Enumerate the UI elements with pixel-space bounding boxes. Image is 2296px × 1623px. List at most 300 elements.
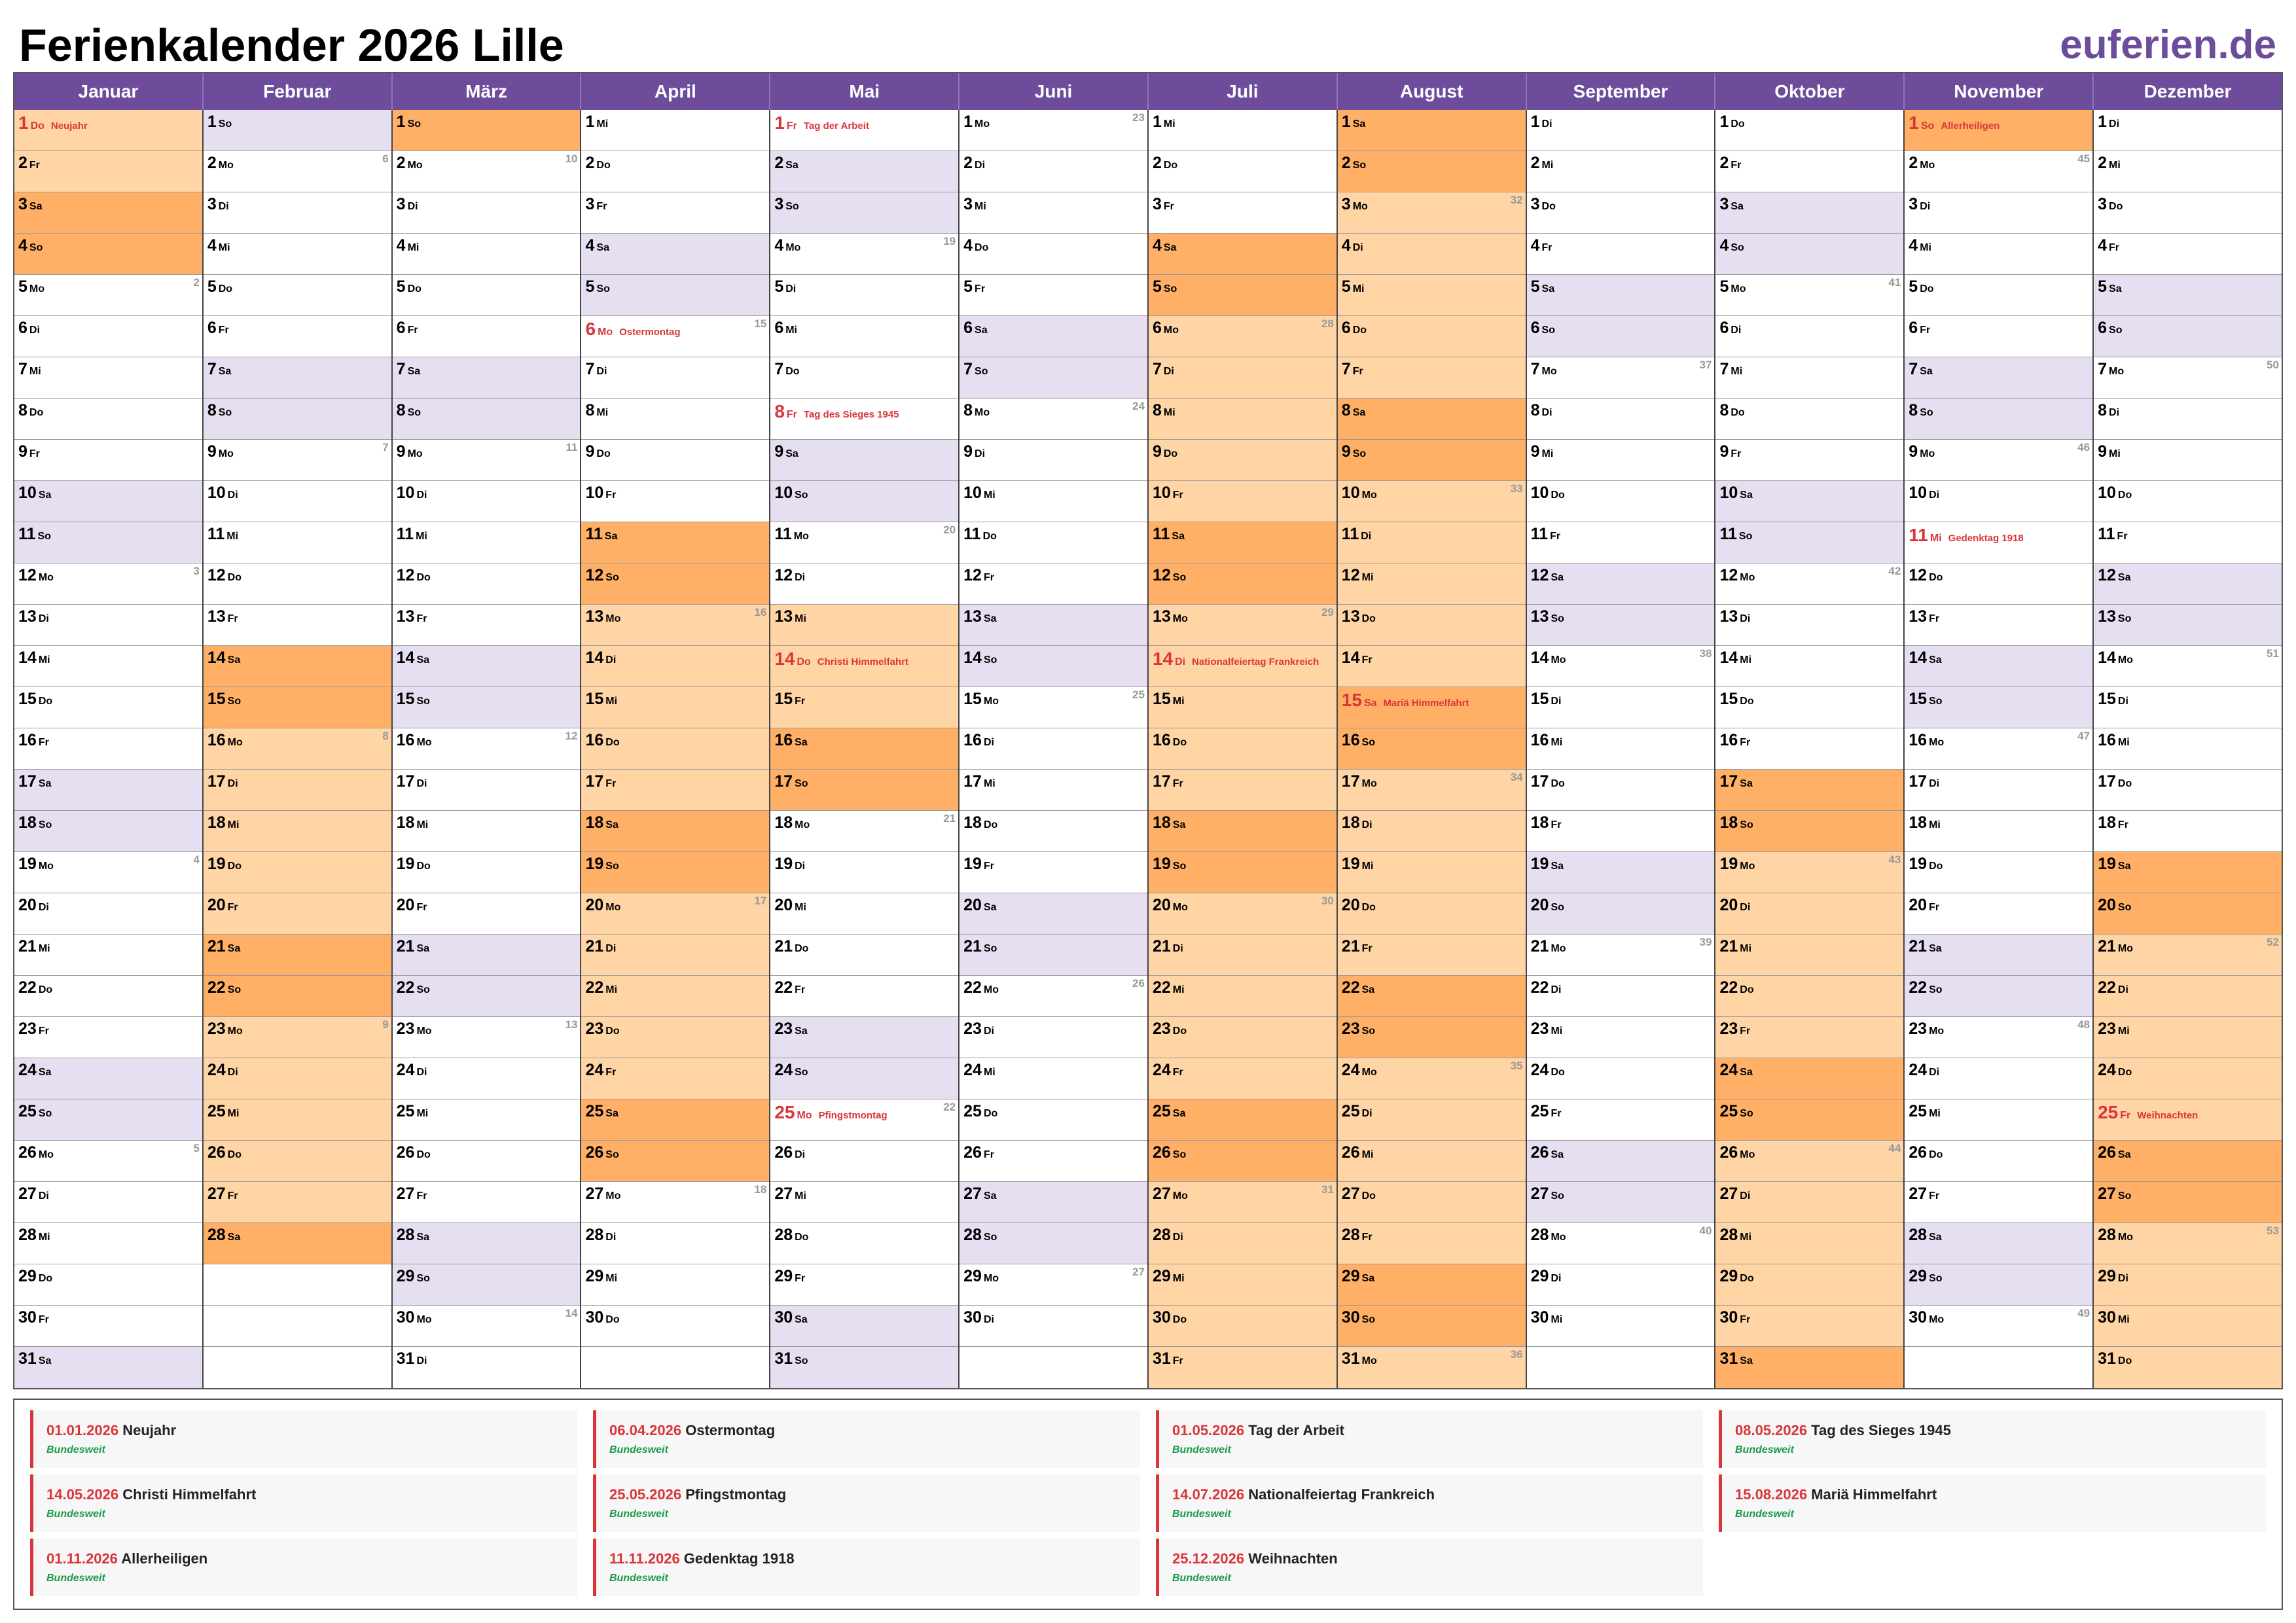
day-cell[interactable] (770, 522, 958, 563)
day-cell[interactable] (2094, 522, 2282, 563)
day-cell[interactable] (960, 1017, 1147, 1058)
day-cell[interactable] (1905, 687, 2092, 728)
day-cell[interactable] (581, 399, 769, 440)
day-cell[interactable] (960, 935, 1147, 976)
day-cell[interactable] (960, 852, 1147, 893)
day-cell[interactable] (2094, 770, 2282, 811)
day-cell[interactable] (2094, 893, 2282, 935)
day-cell[interactable] (1527, 275, 1715, 316)
day-cell[interactable] (204, 935, 391, 976)
day-cell[interactable] (1338, 646, 1526, 687)
day-cell[interactable] (1338, 935, 1526, 976)
day-cell[interactable] (1527, 976, 1715, 1017)
day-cell[interactable] (393, 1141, 581, 1182)
day-cell[interactable] (1338, 1017, 1526, 1058)
day-cell[interactable] (770, 1264, 958, 1306)
day-cell[interactable] (1905, 728, 2092, 770)
day-cell[interactable] (2094, 1223, 2282, 1264)
day-cell[interactable] (204, 1058, 391, 1099)
day-cell[interactable] (770, 1017, 958, 1058)
day-cell[interactable] (770, 811, 958, 852)
day-cell[interactable] (14, 151, 202, 192)
day-cell[interactable] (2094, 481, 2282, 522)
day-cell[interactable] (770, 440, 958, 481)
day-cell[interactable] (1338, 110, 1526, 151)
day-cell[interactable] (1149, 1347, 1336, 1388)
day-cell[interactable] (2094, 1182, 2282, 1223)
day-cell[interactable] (1338, 1264, 1526, 1306)
day-cell[interactable] (1715, 646, 1903, 687)
day-cell[interactable] (1527, 646, 1715, 687)
day-cell[interactable] (14, 893, 202, 935)
day-cell[interactable] (1527, 811, 1715, 852)
day-cell[interactable] (1715, 1347, 1903, 1388)
day-cell[interactable] (393, 770, 581, 811)
day-cell[interactable] (14, 1099, 202, 1141)
day-cell[interactable] (14, 605, 202, 646)
day-cell[interactable] (14, 522, 202, 563)
day-cell[interactable] (770, 399, 958, 440)
day-cell[interactable] (204, 976, 391, 1017)
day-cell[interactable] (2094, 151, 2282, 192)
day-cell[interactable] (393, 646, 581, 687)
day-cell[interactable] (393, 399, 581, 440)
day-cell[interactable] (2094, 275, 2282, 316)
day-cell[interactable] (1527, 563, 1715, 605)
day-cell[interactable] (1905, 605, 2092, 646)
day-cell[interactable] (960, 687, 1147, 728)
day-cell[interactable] (1149, 893, 1336, 935)
day-cell[interactable] (1715, 192, 1903, 234)
day-cell[interactable] (2094, 687, 2282, 728)
day-cell[interactable] (1338, 1099, 1526, 1141)
day-cell[interactable] (1715, 1017, 1903, 1058)
day-cell[interactable] (581, 481, 769, 522)
day-cell[interactable] (960, 563, 1147, 605)
brand-logo[interactable]: euferien.de (2060, 22, 2276, 67)
day-cell[interactable] (1338, 852, 1526, 893)
day-cell[interactable] (1338, 316, 1526, 357)
day-cell[interactable] (1149, 1141, 1336, 1182)
day-cell[interactable] (2094, 1058, 2282, 1099)
day-cell[interactable] (393, 1058, 581, 1099)
day-cell[interactable] (14, 687, 202, 728)
day-cell[interactable] (2094, 1017, 2282, 1058)
day-cell[interactable] (960, 770, 1147, 811)
day-cell[interactable] (1527, 728, 1715, 770)
day-cell[interactable] (393, 1099, 581, 1141)
day-cell[interactable] (1149, 357, 1336, 399)
day-cell[interactable] (581, 893, 769, 935)
day-cell[interactable] (960, 646, 1147, 687)
day-cell[interactable] (2094, 605, 2282, 646)
day-cell[interactable] (581, 192, 769, 234)
day-cell[interactable] (581, 852, 769, 893)
day-cell[interactable] (393, 728, 581, 770)
day-cell[interactable] (204, 275, 391, 316)
day-cell[interactable] (1527, 1017, 1715, 1058)
day-cell[interactable] (204, 522, 391, 563)
day-cell[interactable] (1715, 1223, 1903, 1264)
day-cell[interactable] (204, 316, 391, 357)
day-cell[interactable] (14, 811, 202, 852)
day-cell[interactable] (1905, 399, 2092, 440)
day-cell[interactable] (1905, 1099, 2092, 1141)
day-cell[interactable] (204, 440, 391, 481)
day-cell[interactable] (1338, 976, 1526, 1017)
day-cell[interactable] (581, 316, 769, 357)
day-cell[interactable] (581, 811, 769, 852)
day-cell[interactable] (393, 605, 581, 646)
day-cell[interactable] (14, 440, 202, 481)
day-cell[interactable] (1527, 893, 1715, 935)
day-cell[interactable] (1338, 1058, 1526, 1099)
day-cell[interactable] (204, 192, 391, 234)
day-cell[interactable] (1149, 316, 1336, 357)
day-cell[interactable] (14, 1347, 202, 1388)
day-cell[interactable] (960, 316, 1147, 357)
day-cell[interactable] (1527, 316, 1715, 357)
day-cell[interactable] (581, 563, 769, 605)
day-cell[interactable] (1149, 399, 1336, 440)
day-cell[interactable] (1338, 893, 1526, 935)
day-cell[interactable] (204, 646, 391, 687)
day-cell[interactable] (204, 1141, 391, 1182)
day-cell[interactable] (2094, 1099, 2282, 1141)
day-cell[interactable] (1715, 1264, 1903, 1306)
day-cell[interactable] (1905, 976, 2092, 1017)
day-cell[interactable] (581, 646, 769, 687)
day-cell[interactable] (581, 605, 769, 646)
day-cell[interactable] (1715, 770, 1903, 811)
day-cell[interactable] (1338, 234, 1526, 275)
day-cell[interactable] (1715, 605, 1903, 646)
day-cell[interactable] (1149, 1017, 1336, 1058)
day-cell[interactable] (1338, 563, 1526, 605)
day-cell[interactable] (393, 151, 581, 192)
day-cell[interactable] (1338, 1306, 1526, 1347)
day-cell[interactable] (1715, 1099, 1903, 1141)
day-cell[interactable] (1905, 1182, 2092, 1223)
day-cell[interactable] (581, 1141, 769, 1182)
day-cell[interactable] (960, 811, 1147, 852)
day-cell[interactable] (1527, 192, 1715, 234)
day-cell[interactable] (1905, 522, 2092, 563)
day-cell[interactable] (1527, 687, 1715, 728)
day-cell[interactable] (1715, 1058, 1903, 1099)
day-cell[interactable] (204, 811, 391, 852)
day-cell[interactable] (1149, 1182, 1336, 1223)
day-cell[interactable] (1149, 770, 1336, 811)
day-cell[interactable] (393, 852, 581, 893)
day-cell[interactable] (14, 316, 202, 357)
day-cell[interactable] (1149, 605, 1336, 646)
day-cell[interactable] (2094, 1347, 2282, 1388)
day-cell[interactable] (1905, 1306, 2092, 1347)
day-cell[interactable] (1338, 1182, 1526, 1223)
day-cell[interactable] (14, 481, 202, 522)
day-cell[interactable] (14, 275, 202, 316)
day-cell[interactable] (393, 811, 581, 852)
day-cell[interactable] (393, 1223, 581, 1264)
day-cell[interactable] (393, 316, 581, 357)
day-cell[interactable] (204, 728, 391, 770)
day-cell[interactable] (1149, 1099, 1336, 1141)
day-cell[interactable] (1149, 935, 1336, 976)
day-cell[interactable] (1905, 893, 2092, 935)
day-cell[interactable] (2094, 728, 2282, 770)
day-cell[interactable] (1905, 357, 2092, 399)
day-cell[interactable] (581, 976, 769, 1017)
day-cell[interactable] (1338, 275, 1526, 316)
day-cell[interactable] (393, 935, 581, 976)
day-cell[interactable] (1715, 522, 1903, 563)
day-cell[interactable] (960, 151, 1147, 192)
day-cell[interactable] (393, 563, 581, 605)
day-cell[interactable] (14, 976, 202, 1017)
day-cell[interactable] (960, 275, 1147, 316)
day-cell[interactable] (2094, 399, 2282, 440)
day-cell[interactable] (1905, 1141, 2092, 1182)
day-cell[interactable] (1715, 481, 1903, 522)
day-cell[interactable] (1149, 110, 1336, 151)
day-cell[interactable] (1715, 811, 1903, 852)
day-cell[interactable] (393, 357, 581, 399)
day-cell[interactable] (2094, 646, 2282, 687)
day-cell[interactable] (1527, 481, 1715, 522)
day-cell[interactable] (1715, 316, 1903, 357)
day-cell[interactable] (770, 234, 958, 275)
day-cell[interactable] (1149, 440, 1336, 481)
day-cell[interactable] (960, 440, 1147, 481)
day-cell[interactable] (581, 1099, 769, 1141)
day-cell[interactable] (770, 646, 958, 687)
day-cell[interactable] (770, 1347, 958, 1388)
day-cell[interactable] (770, 1223, 958, 1264)
day-cell[interactable] (960, 976, 1147, 1017)
day-cell[interactable] (1527, 522, 1715, 563)
day-cell[interactable] (14, 1017, 202, 1058)
day-cell[interactable] (1905, 1058, 2092, 1099)
day-cell[interactable] (1905, 770, 2092, 811)
day-cell[interactable] (1149, 563, 1336, 605)
day-cell[interactable] (581, 1223, 769, 1264)
day-cell[interactable] (1905, 234, 2092, 275)
day-cell[interactable] (1338, 357, 1526, 399)
day-cell[interactable] (393, 893, 581, 935)
day-cell[interactable] (770, 1141, 958, 1182)
day-cell[interactable] (1338, 399, 1526, 440)
day-cell[interactable] (770, 893, 958, 935)
day-cell[interactable] (770, 1306, 958, 1347)
day-cell[interactable] (1527, 399, 1715, 440)
day-cell[interactable] (1905, 811, 2092, 852)
day-cell[interactable] (581, 1264, 769, 1306)
day-cell[interactable] (581, 110, 769, 151)
day-cell[interactable] (2094, 935, 2282, 976)
day-cell[interactable] (1527, 357, 1715, 399)
day-cell[interactable] (2094, 811, 2282, 852)
day-cell[interactable] (770, 481, 958, 522)
day-cell[interactable] (1715, 1306, 1903, 1347)
day-cell[interactable] (581, 275, 769, 316)
day-cell[interactable] (770, 687, 958, 728)
day-cell[interactable] (1338, 151, 1526, 192)
day-cell[interactable] (1715, 275, 1903, 316)
day-cell[interactable] (1149, 192, 1336, 234)
day-cell[interactable] (1715, 687, 1903, 728)
day-cell[interactable] (393, 481, 581, 522)
day-cell[interactable] (2094, 192, 2282, 234)
day-cell[interactable] (14, 234, 202, 275)
day-cell[interactable] (770, 110, 958, 151)
day-cell[interactable] (2094, 316, 2282, 357)
day-cell[interactable] (393, 1264, 581, 1306)
day-cell[interactable] (1715, 852, 1903, 893)
day-cell[interactable] (581, 357, 769, 399)
day-cell[interactable] (393, 1182, 581, 1223)
day-cell[interactable] (1527, 1306, 1715, 1347)
day-cell[interactable] (581, 522, 769, 563)
day-cell[interactable] (770, 192, 958, 234)
day-cell[interactable] (1527, 110, 1715, 151)
day-cell[interactable] (1338, 522, 1526, 563)
day-cell[interactable] (14, 357, 202, 399)
day-cell[interactable] (581, 687, 769, 728)
day-cell[interactable] (204, 1017, 391, 1058)
day-cell[interactable] (960, 1099, 1147, 1141)
day-cell[interactable] (770, 357, 958, 399)
day-cell[interactable] (960, 110, 1147, 151)
day-cell[interactable] (1715, 234, 1903, 275)
day-cell[interactable] (393, 976, 581, 1017)
day-cell[interactable] (1149, 522, 1336, 563)
day-cell[interactable] (1338, 192, 1526, 234)
day-cell[interactable] (1149, 1264, 1336, 1306)
day-cell[interactable] (770, 935, 958, 976)
day-cell[interactable] (960, 399, 1147, 440)
day-cell[interactable] (960, 1182, 1147, 1223)
day-cell[interactable] (1715, 728, 1903, 770)
day-cell[interactable] (1338, 1141, 1526, 1182)
day-cell[interactable] (770, 1099, 958, 1141)
day-cell[interactable] (1149, 811, 1336, 852)
day-cell[interactable] (14, 935, 202, 976)
day-cell[interactable] (1149, 1058, 1336, 1099)
day-cell[interactable] (1905, 563, 2092, 605)
day-cell[interactable] (204, 399, 391, 440)
day-cell[interactable] (960, 893, 1147, 935)
day-cell[interactable] (1527, 1182, 1715, 1223)
day-cell[interactable] (2094, 110, 2282, 151)
day-cell[interactable] (770, 770, 958, 811)
day-cell[interactable] (1715, 1182, 1903, 1223)
day-cell[interactable] (14, 399, 202, 440)
day-cell[interactable] (14, 1182, 202, 1223)
day-cell[interactable] (1149, 646, 1336, 687)
day-cell[interactable] (1527, 1058, 1715, 1099)
day-cell[interactable] (204, 1182, 391, 1223)
day-cell[interactable] (393, 192, 581, 234)
day-cell[interactable] (960, 1223, 1147, 1264)
day-cell[interactable] (581, 935, 769, 976)
day-cell[interactable] (1527, 1141, 1715, 1182)
day-cell[interactable] (1338, 728, 1526, 770)
day-cell[interactable] (960, 481, 1147, 522)
day-cell[interactable] (770, 1182, 958, 1223)
day-cell[interactable] (1905, 1017, 2092, 1058)
day-cell[interactable] (581, 1017, 769, 1058)
day-cell[interactable] (14, 852, 202, 893)
day-cell[interactable] (960, 1306, 1147, 1347)
day-cell[interactable] (1527, 852, 1715, 893)
day-cell[interactable] (2094, 234, 2282, 275)
day-cell[interactable] (960, 605, 1147, 646)
day-cell[interactable] (14, 110, 202, 151)
day-cell[interactable] (1149, 234, 1336, 275)
day-cell[interactable] (770, 275, 958, 316)
day-cell[interactable] (1338, 1223, 1526, 1264)
day-cell[interactable] (1527, 605, 1715, 646)
day-cell[interactable] (14, 563, 202, 605)
day-cell[interactable] (1905, 151, 2092, 192)
day-cell[interactable] (204, 110, 391, 151)
day-cell[interactable] (770, 1058, 958, 1099)
day-cell[interactable] (1338, 481, 1526, 522)
day-cell[interactable] (1715, 399, 1903, 440)
day-cell[interactable] (1715, 976, 1903, 1017)
day-cell[interactable] (1527, 1099, 1715, 1141)
day-cell[interactable] (581, 728, 769, 770)
day-cell[interactable] (1905, 1264, 2092, 1306)
day-cell[interactable] (393, 1017, 581, 1058)
day-cell[interactable] (1715, 935, 1903, 976)
day-cell[interactable] (14, 1306, 202, 1347)
day-cell[interactable] (1715, 440, 1903, 481)
day-cell[interactable] (204, 852, 391, 893)
day-cell[interactable] (204, 893, 391, 935)
day-cell[interactable] (1527, 440, 1715, 481)
day-cell[interactable] (1905, 440, 2092, 481)
day-cell[interactable] (204, 481, 391, 522)
day-cell[interactable] (204, 357, 391, 399)
day-cell[interactable] (204, 687, 391, 728)
day-cell[interactable] (960, 192, 1147, 234)
day-cell[interactable] (770, 852, 958, 893)
day-cell[interactable] (393, 522, 581, 563)
day-cell[interactable] (393, 110, 581, 151)
day-cell[interactable] (14, 646, 202, 687)
day-cell[interactable] (581, 440, 769, 481)
day-cell[interactable] (1527, 935, 1715, 976)
day-cell[interactable] (204, 1223, 391, 1264)
day-cell[interactable] (393, 687, 581, 728)
day-cell[interactable] (1715, 357, 1903, 399)
day-cell[interactable] (1905, 110, 2092, 151)
day-cell[interactable] (393, 1306, 581, 1347)
day-cell[interactable] (1149, 1306, 1336, 1347)
day-cell[interactable] (960, 728, 1147, 770)
day-cell[interactable] (1715, 110, 1903, 151)
day-cell[interactable] (1338, 605, 1526, 646)
day-cell[interactable] (581, 1058, 769, 1099)
day-cell[interactable] (1338, 687, 1526, 728)
day-cell[interactable] (2094, 852, 2282, 893)
day-cell[interactable] (1905, 316, 2092, 357)
day-cell[interactable] (1715, 563, 1903, 605)
day-cell[interactable] (2094, 357, 2282, 399)
day-cell[interactable] (770, 728, 958, 770)
